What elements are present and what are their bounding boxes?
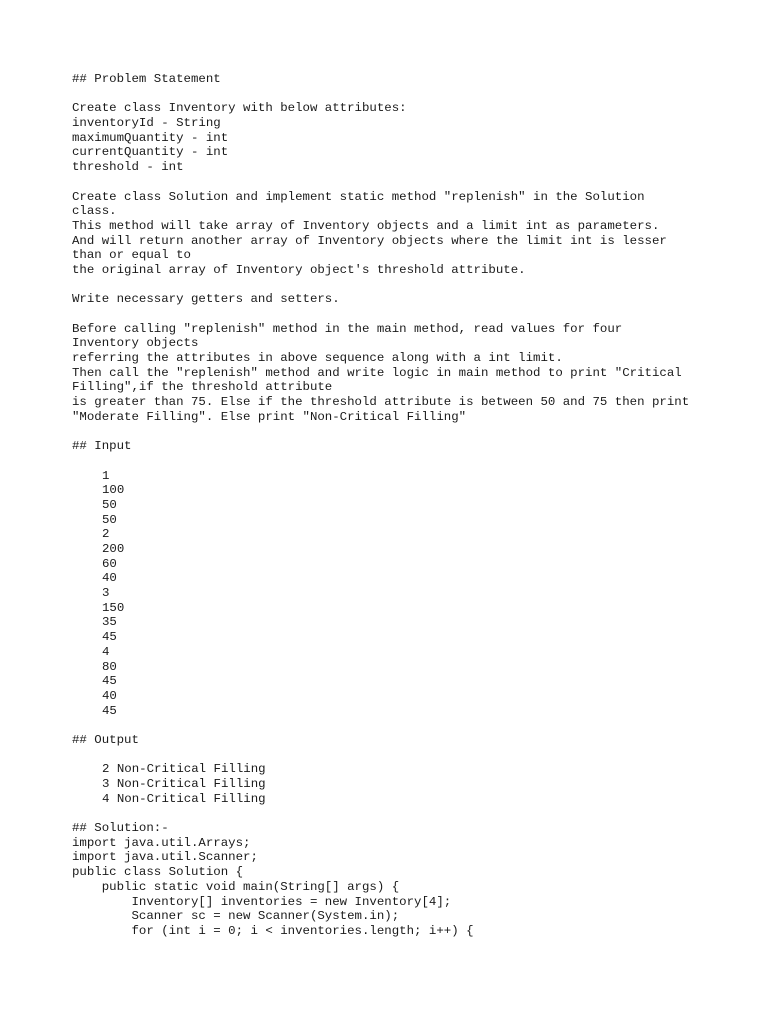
paragraph-line: than or equal to (72, 248, 191, 263)
paragraph-line: And will return another array of Inventory objects where the limit int is lesser (72, 233, 667, 248)
paragraph-line: the original array of Inventory object's threshold attribute. (72, 262, 526, 277)
input-value: 50 (102, 497, 117, 512)
input-value: 60 (102, 556, 117, 571)
input-value: 45 (102, 703, 117, 718)
paragraph-line: "Moderate Filling". Else print "Non-Critical Filling" (72, 409, 467, 424)
input-value: 4 (102, 644, 110, 659)
code-line: Scanner sc = new Scanner(System.in); (72, 909, 400, 924)
output-line: 2 Non-Critical Filling (102, 762, 266, 777)
problem-statement-section (72, 72, 768, 425)
output-line: 4 Non-Critical Filling (102, 791, 266, 806)
code-line: public class Solution { (72, 865, 244, 880)
paragraph-line: Create class Solution and implement static method "replenish" in the Solution (72, 189, 645, 204)
input-value: 3 (102, 586, 110, 601)
input-heading: ## Input (72, 439, 132, 454)
paragraph-line: class. (72, 204, 117, 219)
paragraph-line: Write necessary getters and setters. (72, 292, 340, 307)
input-value: 40 (102, 688, 117, 703)
output-line: 3 Non-Critical Filling (102, 777, 266, 791)
code-line: import java.util.Scanner; (72, 850, 258, 865)
input-value: 45 (102, 674, 117, 689)
input-value: 35 (102, 615, 117, 630)
input-value: 1 (102, 468, 110, 483)
code-line: public static void main(String[] args) { (72, 879, 400, 894)
input-value: 40 (102, 571, 117, 586)
paragraph-line: referring the attributes in above sequence along with a int limit. (72, 351, 563, 366)
input-value: 200 (102, 542, 125, 556)
input-value: 2 (102, 527, 110, 542)
paragraph-line: Filling",if the threshold attribute (72, 380, 333, 395)
code-line: import java.util.Arrays; (72, 835, 251, 850)
input-value: 150 (102, 600, 125, 615)
paragraph-line: This method will take array of Inventory objects and a limit int as parameters. (72, 218, 660, 233)
paragraph-line: is greater than 75. Else if the threshold attribute is between 50 and 75 then print (72, 395, 690, 410)
code-line: for (int i = 0; i < inventories.length; i++) { (72, 923, 474, 938)
paragraph-line: Then call the "replenish" method and write logic in main method to print "Critical (72, 365, 682, 380)
paragraph-line: Inventory objects (72, 336, 199, 351)
input-value: 80 (102, 659, 117, 674)
paragraph-line: Before calling "replenish" method in the main method, read values for four (72, 321, 623, 336)
input-value: 100 (102, 483, 125, 498)
attribute-line: maximumQuantity - int (72, 130, 229, 145)
input-value: 50 (102, 512, 117, 527)
class-intro: Create class Inventory with below attributes: (72, 101, 407, 116)
attribute-line: currentQuantity - int (72, 145, 229, 160)
input-section (72, 439, 768, 718)
output-heading: ## Output (72, 732, 139, 747)
attribute-line: inventoryId - String (72, 116, 221, 131)
solution-section (72, 821, 768, 939)
solution-heading: ## Solution:- (72, 821, 169, 836)
input-value: 45 (102, 630, 117, 645)
problem-heading: ## Problem Statement (72, 72, 221, 86)
output-section (72, 733, 768, 806)
attribute-line: threshold - int (72, 160, 184, 175)
code-line: Inventory[] inventories = new Inventory[4]; (72, 894, 452, 909)
